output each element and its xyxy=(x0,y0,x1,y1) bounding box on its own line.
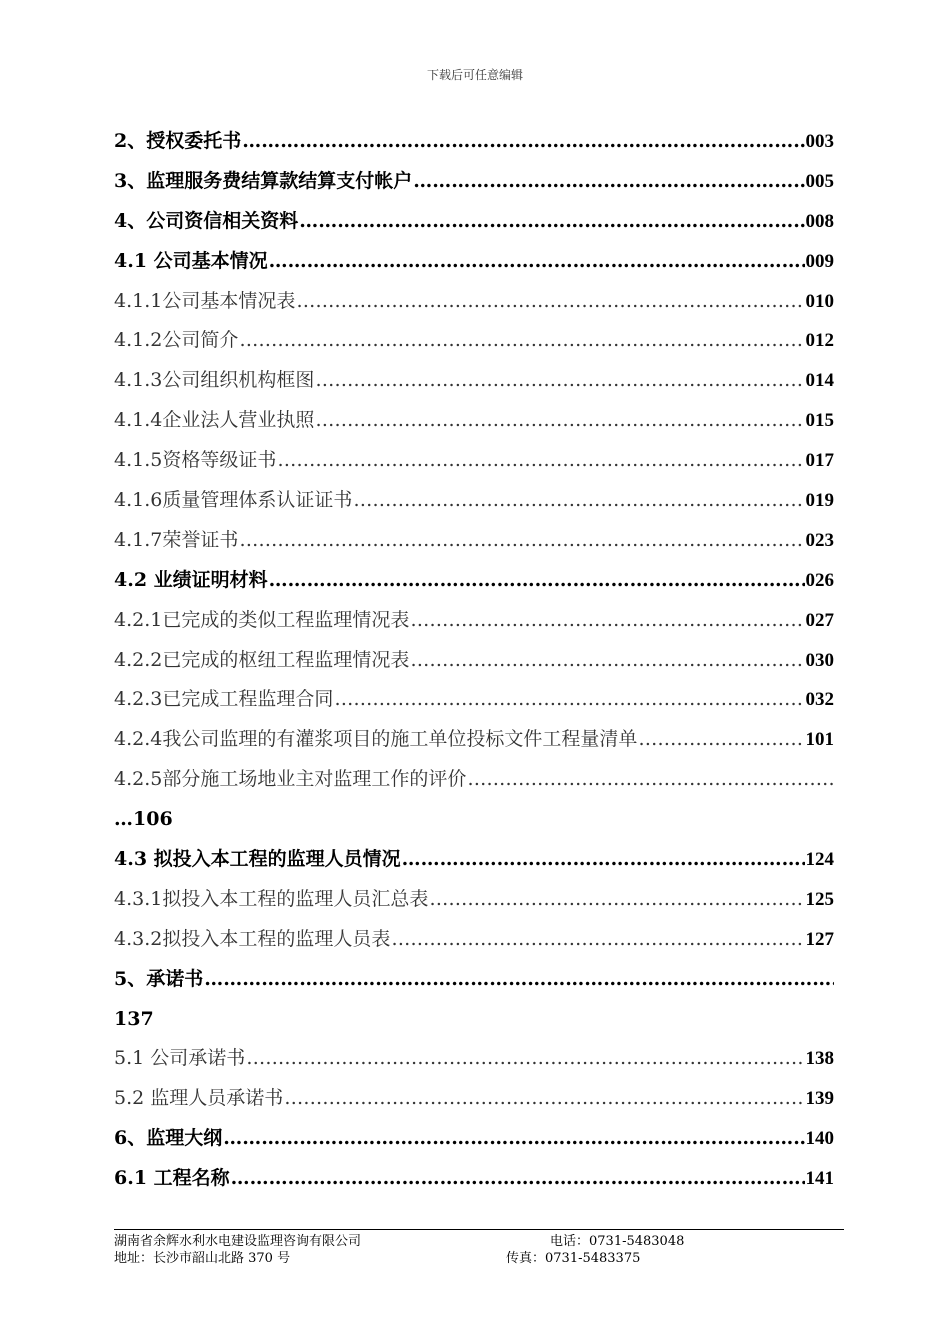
toc-entry-title: 4.1.2公司简介 xyxy=(114,329,239,352)
toc-entry-title: 6、监理大纲 xyxy=(114,1127,223,1150)
toc-entry-page: 010 xyxy=(805,290,834,312)
toc-entry xyxy=(114,680,834,720)
toc-dot-leader xyxy=(429,880,804,920)
toc-entry-title: 4.2.2已完成的枢纽工程监理情况表 xyxy=(114,648,410,671)
toc-entry-title: 4.1.3公司组织机构框图 xyxy=(114,369,315,392)
toc-dot-leader xyxy=(413,162,804,202)
toc-dot-leader xyxy=(204,960,834,1000)
toc-entry-title: 4.3.1拟投入本工程的监理人员汇总表 xyxy=(114,887,429,910)
toc-entry xyxy=(114,760,834,800)
toc-entry-title: 4.1 公司基本情况 xyxy=(114,249,268,272)
footer-address: 地址：长沙市韶山北路 370 号 xyxy=(114,1251,291,1266)
toc-entry-page: 015 xyxy=(805,410,834,432)
toc-entry xyxy=(114,162,834,202)
toc-entry xyxy=(114,202,834,242)
toc-dot-leader xyxy=(299,202,804,242)
toc-entry xyxy=(114,401,834,441)
toc-entry-page: 125 xyxy=(805,888,834,910)
toc-entry xyxy=(114,960,834,1000)
toc-entry xyxy=(114,720,834,760)
toc-entry-title: 5.2 监理人员承诺书 xyxy=(114,1087,284,1110)
toc-entry xyxy=(114,242,834,282)
toc-dot-leader xyxy=(242,122,804,162)
toc-dot-leader xyxy=(638,720,804,760)
toc-entry-title: 4.1.7荣誉证书 xyxy=(114,528,239,551)
toc-entry xyxy=(114,1000,834,1040)
toc-entry-title: 137 xyxy=(114,1007,154,1030)
toc-entry-page: 027 xyxy=(805,609,834,631)
toc-entry-title: 4.2 业绩证明材料 xyxy=(114,568,268,591)
toc-entry xyxy=(114,1159,834,1199)
toc-entry-page: 030 xyxy=(805,649,834,671)
toc-entry-title: 5、承诺书 xyxy=(114,967,204,990)
toc-dot-leader xyxy=(277,441,804,481)
toc-entry xyxy=(114,1079,834,1119)
toc-entry xyxy=(114,282,834,322)
toc-entry xyxy=(114,1119,834,1159)
toc-entry xyxy=(114,122,834,162)
toc-entry-title: 4.1.6质量管理体系认证证书 xyxy=(114,489,353,512)
toc-entry xyxy=(114,641,834,681)
toc-entry xyxy=(114,840,834,880)
toc-entry-title: 4.3.2拟投入本工程的监理人员表 xyxy=(114,927,391,950)
toc-entry-title: 4.3 拟投入本工程的监理人员情况 xyxy=(114,848,401,871)
toc-dot-leader xyxy=(391,920,804,960)
header-note: 下载后可任意编辑 xyxy=(426,68,523,82)
toc-dot-leader xyxy=(402,840,805,880)
toc-dot-leader xyxy=(239,321,804,361)
toc-entry-page: 141 xyxy=(805,1168,834,1190)
toc-dot-leader xyxy=(353,481,804,521)
footer-divider xyxy=(114,1229,844,1230)
toc-dot-leader xyxy=(223,1119,804,1159)
toc-entry-title: 4.2.5部分施工场地业主对监理工作的评价 xyxy=(114,768,467,791)
toc-entry-page: 017 xyxy=(805,450,834,472)
toc-entry xyxy=(114,321,834,361)
toc-entry xyxy=(114,1039,834,1079)
toc-dot-leader xyxy=(246,1039,804,1079)
toc-entry-title: 4.1.4企业法人营业执照 xyxy=(114,409,315,432)
toc-dot-leader xyxy=(269,561,805,601)
footer-fax: 传真：0731-5483375 xyxy=(506,1251,641,1266)
toc-entry-title: 4.2.3已完成工程监理合同 xyxy=(114,688,334,711)
toc-entry-page: 012 xyxy=(805,330,834,352)
toc-entry xyxy=(114,601,834,641)
toc-dot-leader xyxy=(231,1159,805,1199)
toc-entry-title: 4.1.1公司基本情况表 xyxy=(114,289,296,312)
toc-entry-page: 019 xyxy=(805,490,834,512)
toc-dot-leader xyxy=(410,641,804,681)
toc-entry-page: 124 xyxy=(805,849,834,871)
toc-entry-page: 026 xyxy=(805,569,834,591)
toc-entry-page: 032 xyxy=(805,689,834,711)
toc-entry-title: 4.2.1已完成的类似工程监理情况表 xyxy=(114,608,410,631)
toc-entry-page: 005 xyxy=(805,170,834,192)
toc-dot-leader xyxy=(269,242,805,282)
toc-entry-title: 6.1 工程名称 xyxy=(114,1167,230,1190)
toc-dot-leader xyxy=(334,680,804,720)
toc-entry-title: …106 xyxy=(114,808,173,831)
toc-entry-page: 139 xyxy=(805,1088,834,1110)
toc-entry xyxy=(114,521,834,561)
toc-entry-title: 4.2.4我公司监理的有灌浆项目的施工单位投标文件工程量清单 xyxy=(114,728,638,751)
toc-entry-page: 127 xyxy=(805,928,834,950)
toc-entry-page: 009 xyxy=(805,250,834,272)
footer-phone: 电话：0731-5483048 xyxy=(550,1234,685,1249)
toc-entry-page: 138 xyxy=(805,1048,834,1070)
toc-dot-leader xyxy=(410,601,804,641)
toc-entry-title: 4.1.5资格等级证书 xyxy=(114,449,277,472)
page-footer xyxy=(114,1233,844,1267)
toc-entry xyxy=(114,880,834,920)
toc-entry-page: 023 xyxy=(805,529,834,551)
toc-entry xyxy=(114,441,834,481)
toc-dot-leader xyxy=(296,282,804,322)
toc-entry xyxy=(114,800,834,840)
toc-entry-page: 014 xyxy=(805,370,834,392)
toc-entry-title: 4、公司资信相关资料 xyxy=(114,209,299,232)
toc-entry-page: 008 xyxy=(805,210,834,232)
toc-entry-title: 3、监理服务费结算款结算支付帐户 xyxy=(114,169,413,192)
toc-entry xyxy=(114,920,834,960)
toc-entry xyxy=(114,561,834,601)
toc-entry-title: 2、授权委托书 xyxy=(114,130,242,152)
toc-entry-page: 140 xyxy=(805,1128,834,1150)
toc-dot-leader xyxy=(284,1079,804,1119)
table-of-contents xyxy=(114,122,834,1199)
toc-entry-page: 003 xyxy=(805,131,834,152)
toc-entry xyxy=(114,481,834,521)
toc-dot-leader xyxy=(315,361,804,401)
footer-company: 湖南省余辉水利水电建设监理咨询有限公司 xyxy=(114,1234,362,1249)
toc-dot-leader xyxy=(467,760,834,800)
toc-dot-leader xyxy=(239,521,804,561)
toc-entry-page: 101 xyxy=(805,729,834,751)
toc-entry xyxy=(114,361,834,401)
toc-entry-title: 5.1 公司承诺书 xyxy=(114,1047,246,1070)
toc-dot-leader xyxy=(315,401,804,441)
